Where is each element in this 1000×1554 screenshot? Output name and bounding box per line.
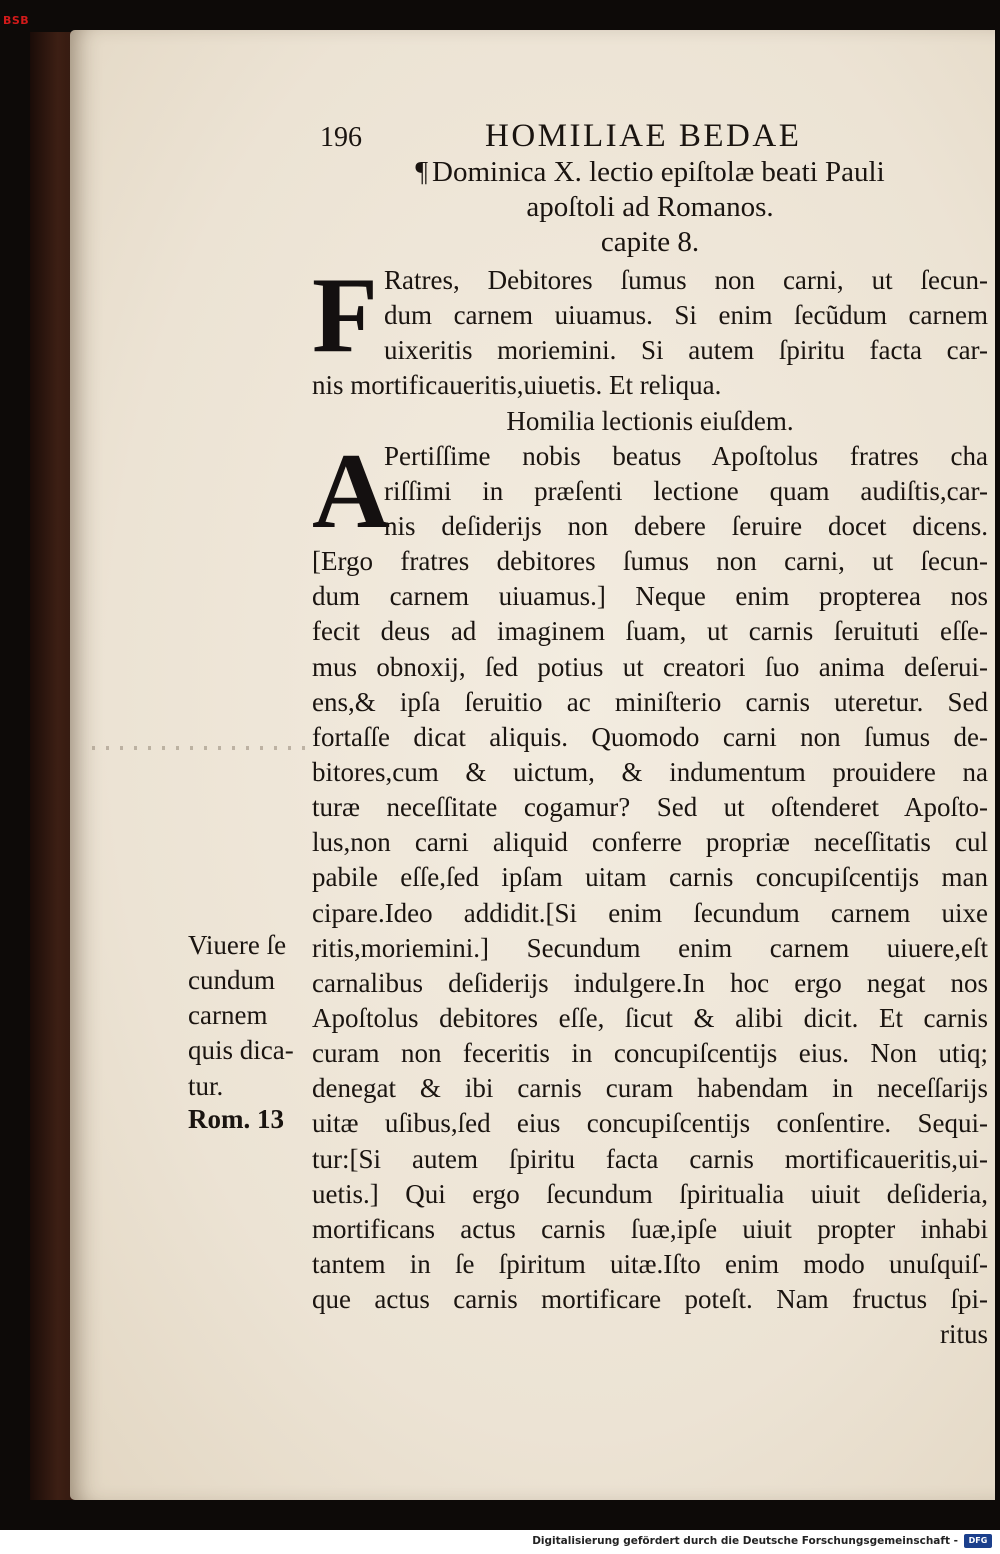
homily-title: Homilia lectionis eiuſdem. — [506, 405, 794, 436]
text-line: curam non feceritis in concupiſcentijs eius. Non utiq; — [312, 1038, 988, 1069]
margin-note-line: cundum — [188, 965, 275, 996]
text-line: mus obnoxij, ſed potius ut creatori ſuo anima deſerui- — [312, 651, 988, 682]
text-line: tantem in ſe ſpiritum uitæ.Iſto enim modo unuſquiſ- — [312, 1248, 988, 1279]
text-line: ritis,moriemini.] Secundum enim carnem uiuere,eſt — [312, 932, 988, 963]
running-title: HOMILIAE BEDAE — [485, 118, 802, 154]
text-line: turæ neceſſitate cogamur? Sed ut oſtenderet Apoſto- — [312, 792, 988, 823]
catchword: ritus — [939, 1319, 988, 1350]
margin-note-line: Viuere ſe — [188, 930, 287, 960]
bleed-through-dots — [92, 746, 312, 750]
drop-initial-a: A — [312, 432, 390, 551]
text-line: dum carnem uiuamus. Si enim ſecũdum carnem — [384, 300, 988, 331]
text-line: ens,& ipſa ſeruitio ac miniſterio carnis uteretur. Sed — [312, 686, 988, 717]
text-line: riſſimi in præſenti lectione quam audiſtis,car- — [384, 475, 988, 506]
text-line: uetis.] Qui ergo ſecundum ſpiritualia uiuit deſideria, — [312, 1178, 988, 1209]
text-line: nis mortificaueritis,uiuetis. Et reliqua. — [312, 370, 722, 401]
margin-reference: Rom. 13 — [188, 1104, 284, 1134]
text-line: cipare.Ideo addidit.[Si enim ſecundum carnem uixe — [312, 897, 988, 928]
heading-text: Dominica X. lectio epiſtolæ beati Pauli — [432, 156, 885, 188]
funding-credit: Digitalisierung gefördert durch die Deutsche Forschungsgemeinschaft - — [532, 1535, 958, 1547]
lection-heading-line-3: capite 8. — [600, 226, 700, 258]
page-number: 196 — [320, 122, 362, 153]
margin-note-line: tur. — [188, 1070, 224, 1101]
text-line: [Ergo fratres debitores ſumus non carni, ut ſecun- — [312, 546, 988, 577]
text-line: uitæ uſibus,ſed eius concupiſcentijs conſentire. Sequi- — [312, 1108, 988, 1139]
text-line: denegat & ibi carnis curam habendam in neceſſarijs — [312, 1073, 988, 1104]
text-line: mortificans actus carnis ſuæ,ipſe uiuit propter inhabi — [312, 1213, 988, 1244]
text-line: fortaſſe dicat aliquis. Quomodo carni non ſumus de- — [312, 721, 988, 752]
dfg-logo-icon: DFG — [964, 1534, 992, 1548]
footer-bar — [0, 1530, 1000, 1554]
drop-initial-f: F — [312, 256, 378, 375]
text-line: Ratres, Debitores ſumus non carni, ut ſecun- — [384, 265, 988, 295]
text-line: bitores,cum & uictum, & indumentum prouidere na — [312, 756, 988, 787]
text-line: que actus carnis mortificare poteſt. Nam fructus ſpi- — [312, 1284, 988, 1315]
text-line: fecit deus ad imaginem ſuam, ut carnis ſeruituti eſſe- — [312, 616, 988, 647]
margin-note-line: quis dica- — [188, 1035, 294, 1066]
text-line: nis deſiderijs non debere ſeruire docet dicens. — [384, 510, 988, 541]
pilcrow-icon: ¶ — [415, 157, 429, 188]
text-line: pabile eſſe,ſed ipſam uitam carnis concupiſcentijs man — [312, 862, 988, 893]
text-line: tur:[Si autem ſpiritu facta carnis mortificaueritis,ui- — [312, 1143, 988, 1174]
bsb-watermark: BSB — [3, 14, 30, 27]
running-head — [320, 118, 870, 160]
text-line: carnalibus deſiderijs indulgere.In hoc ergo negat nos — [312, 967, 988, 998]
text-line: Pertiſſime nobis beatus Apoſtolus fratres cha — [384, 440, 988, 471]
margin-note — [188, 928, 308, 1104]
text-line: uixeritis moriemini. Si autem ſpiritu facta car- — [384, 335, 988, 366]
text-line: Apoſtolus debitores eſſe, ſicut & alibi dicit. Et carnis — [312, 1002, 988, 1033]
text-line: dum carnem uiuamus.] Neque enim propterea nos — [312, 581, 988, 612]
margin-note-line: carnem — [188, 1000, 268, 1031]
body-text — [312, 256, 988, 1352]
lection-heading-line-2: apoſtoli ad Romanos. — [526, 191, 774, 223]
text-line: lus,non carni aliquid conferre propriæ neceſſitatis cul — [312, 827, 988, 858]
lection-heading-line-1 — [315, 156, 985, 189]
